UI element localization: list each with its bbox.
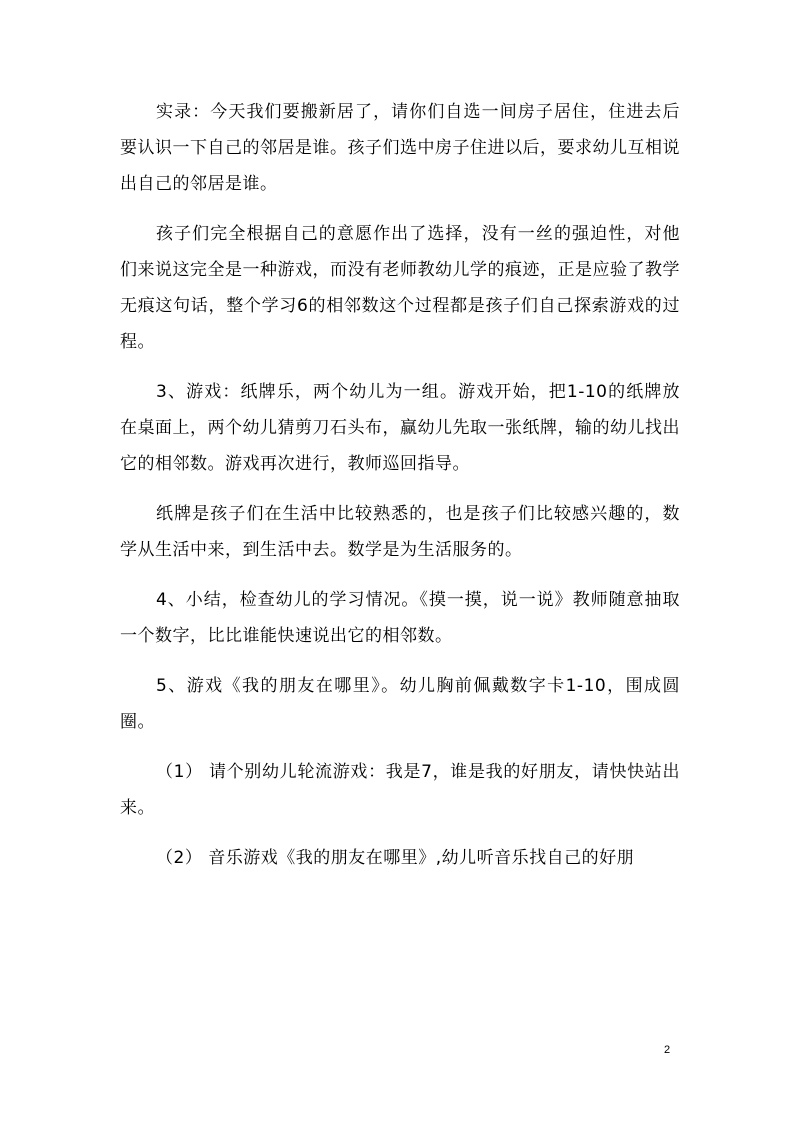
- page-number: 2: [664, 1044, 671, 1056]
- paragraph-card-game: 3、游戏：纸牌乐，两个幼儿为一组。游戏开始，把1-10的纸牌放在桌面上，两个幼儿猜剪刀石头布，赢幼儿先取一张纸牌，输的幼儿找出它的相邻数。游戏再次进行，教师巡回指导。: [120, 382, 680, 474]
- paragraph-record: 实录：今天我们要搬新居了，请你们自选一间房子居住，住进去后要认识一下自己的邻居是谁。孩子们选中房子住进以后，要求幼儿互相说出自己的邻居是谁。: [120, 102, 680, 194]
- paragraph-reflection: 孩子们完全根据自己的意愿作出了选择，没有一丝的强迫性，对他们来说这完全是一种游戏，而没有老师教幼儿学的痕迹，正是应验了教学无痕这句话，整个学习6的相邻数这个过程都是孩子们自己探索游戏的过程。: [120, 224, 680, 352]
- paragraph-step-1: （1） 请个别幼儿轮流游戏：我是7，谁是我的好朋友，请快快站出来。: [120, 762, 680, 818]
- paragraph-summary: 4、小结，检查幼儿的学习情况。《摸一摸，说一说》教师随意抽取一个数字，比比谁能快速说出它的相邻数。: [120, 590, 680, 646]
- paragraph-friend-game: 5、游戏《我的朋友在哪里》。幼儿胸前佩戴数字卡1-10，围成圆圈。: [120, 676, 680, 732]
- body-text: [120, 94, 680, 876]
- paragraph-card-comment: 纸牌是孩子们在生活中比较熟悉的，也是孩子们比较感兴趣的，数学从生活中来，到生活中去。数学是为生活服务的。: [120, 504, 680, 560]
- paragraph-step-2: （2） 音乐游戏《我的朋友在哪里》,幼儿听音乐找自己的好朋: [156, 848, 635, 868]
